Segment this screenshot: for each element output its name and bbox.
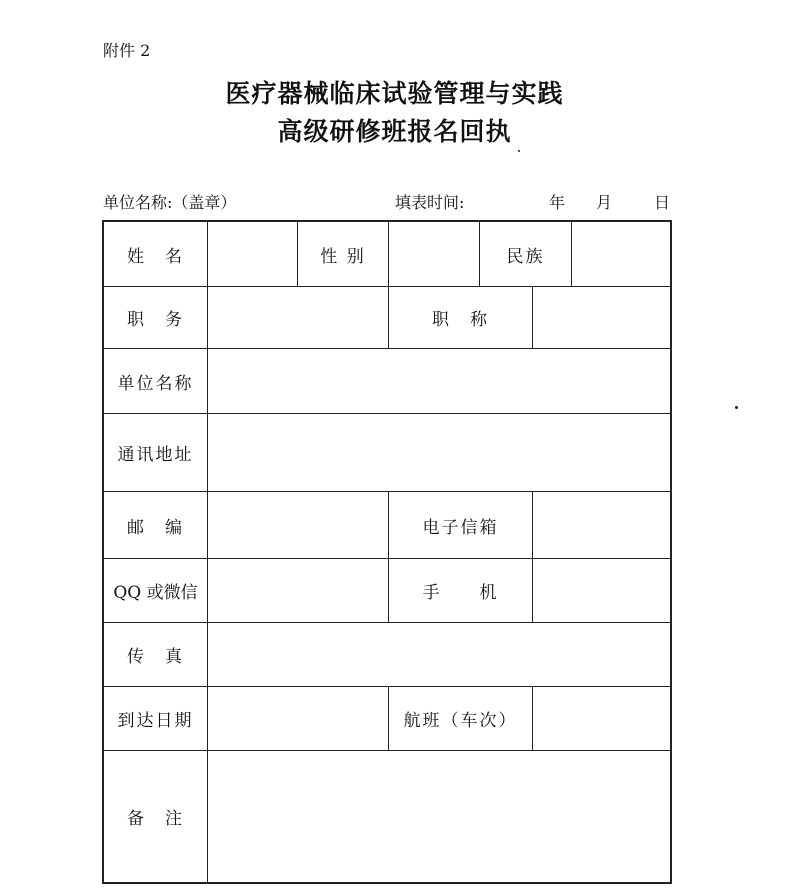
day-label: 日 [654,193,671,212]
scan-speck [518,150,520,152]
label-unit-name: 单位名称 [117,373,194,394]
fill-time-label: 填表时间: [395,193,465,212]
col-divider [571,220,572,286]
title-line-1: 医疗器械临床试验管理与实践 [225,79,564,108]
year-label: 年 [549,193,566,212]
title-line-2: 高级研修班报名回执 [277,117,512,146]
label-flight: 航班（车次） [403,711,518,731]
col-divider [388,220,389,286]
col-divider [532,286,533,348]
col-divider [532,686,533,750]
month-label: 月 [596,193,613,212]
label-job-title: 职 称 [432,310,489,330]
label-remarks: 备 注 [127,809,184,829]
label-position: 职 务 [127,310,184,330]
label-qq-wechat: QQ 或微信 [113,583,198,603]
label-postcode: 邮 编 [127,517,184,538]
scan-speck [735,406,738,409]
label-gender: 性 别 [320,246,366,267]
col-divider [207,220,208,884]
label-email: 电子信箱 [422,517,499,538]
table-border-bottom [102,882,672,884]
label-address: 通讯地址 [117,445,194,465]
label-mobile: 手 机 [422,583,499,603]
label-ethnicity: 民族 [506,246,545,267]
label-fax: 传 真 [127,647,184,667]
label-arrival-date: 到达日期 [117,711,194,731]
table-border-right [670,220,672,884]
col-divider [532,491,533,622]
attachment-label: 附件 2 [103,41,151,60]
unit-seal-label: 单位名称:（盖章） [103,193,237,212]
label-name: 姓 名 [127,246,184,267]
